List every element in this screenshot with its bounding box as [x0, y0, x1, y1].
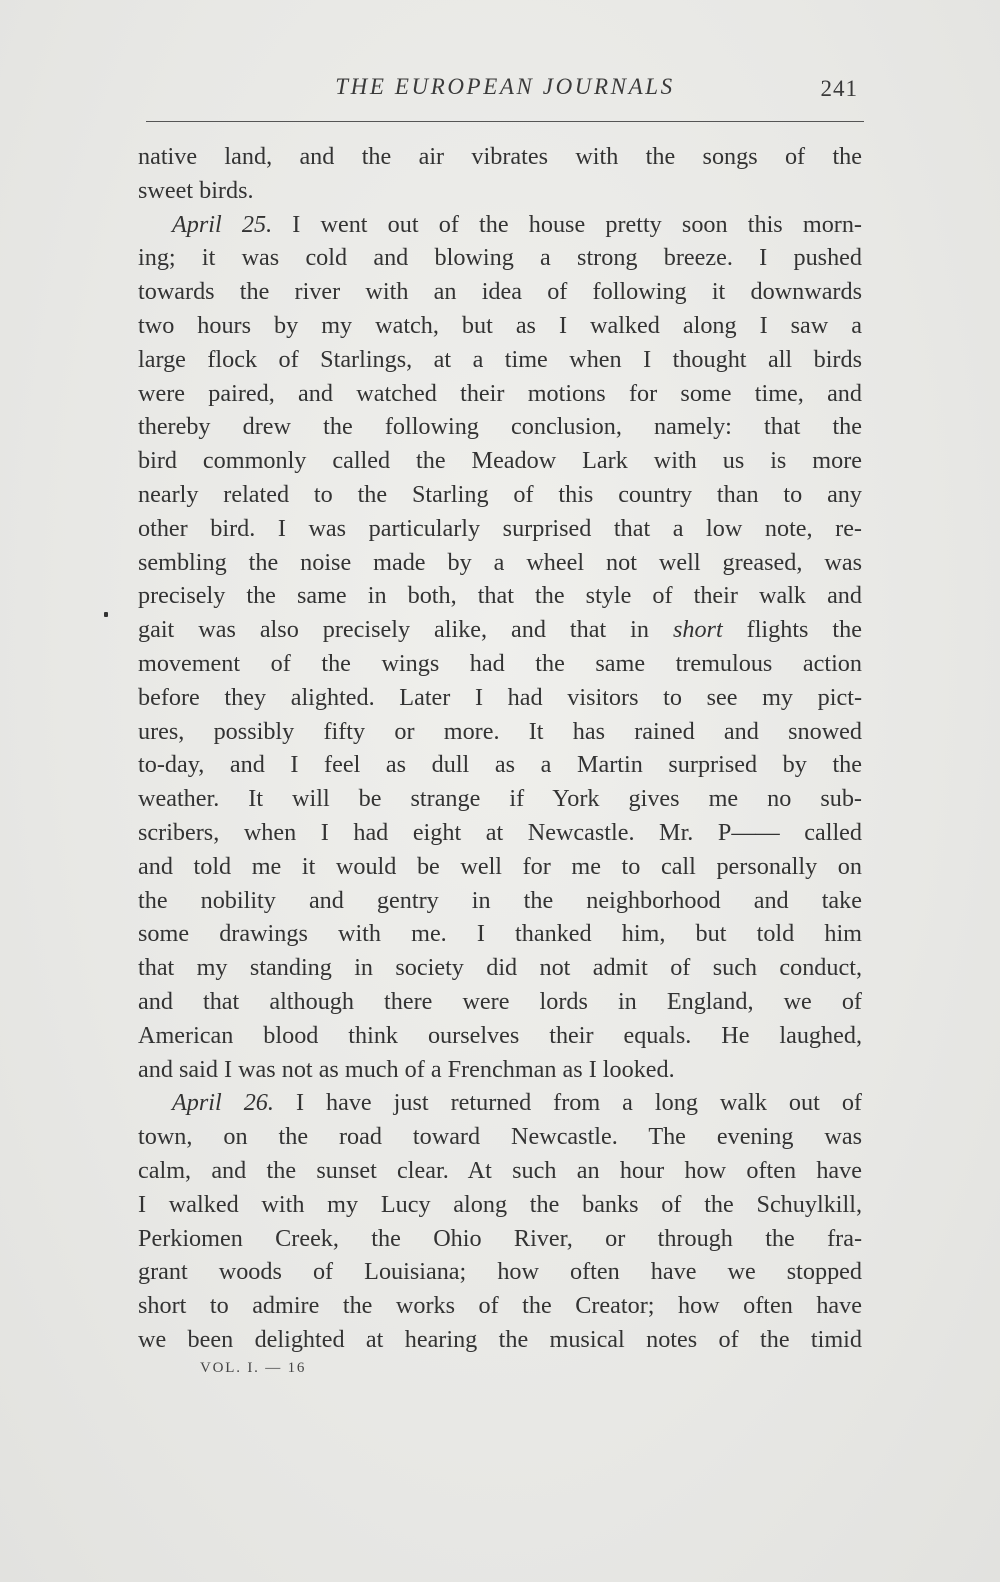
text-line [138, 478, 862, 512]
header-rule [146, 121, 864, 122]
text-segment: grant woods of Louisiana; how often have we stopped [138, 1258, 862, 1286]
text-segment: the nobility and gentry in the neighborhood and take [138, 886, 862, 914]
text-line [138, 1188, 862, 1222]
running-title: THE EUROPEAN JOURNALS [335, 74, 675, 99]
text-line [138, 1255, 862, 1289]
running-head [146, 74, 864, 108]
text-segment: precisely the same in both, that the style of their walk and [138, 582, 862, 610]
text-segment: sweet birds. [138, 176, 254, 204]
text-segment: some drawings with me. I thanked him, but told him [138, 920, 862, 948]
text-line [138, 309, 862, 343]
text-segment: short to admire the works of the Creator; how often have [138, 1292, 862, 1320]
text-line [138, 579, 862, 613]
text-segment: calm, and the sunset clear. At such an hour how often have [138, 1156, 862, 1184]
text-segment: I walked with my Lucy along the banks of the Schuylkill, [138, 1190, 862, 1218]
text-line [138, 174, 862, 208]
text-segment: ures, possibly fifty or more. It has rained and snowed [138, 717, 862, 745]
text-segment: gait was also precisely alike, and that in [138, 616, 673, 644]
text-line [138, 1086, 862, 1120]
text-line [138, 444, 862, 478]
text-segment: that my standing in society did not admit of such conduct, [138, 954, 862, 982]
text-segment: weather. It will be strange if York gives me no sub- [138, 785, 862, 813]
text-line [138, 681, 862, 715]
text-line [138, 1323, 862, 1357]
text-line [138, 850, 862, 884]
text-segment: large flock of Starlings, at a time when I thought all birds [138, 345, 862, 373]
text-line [138, 241, 862, 275]
text-line [138, 613, 862, 647]
text-line [138, 782, 862, 816]
text-segment: Perkiomen Creek, the Ohio River, or through the fra- [138, 1224, 862, 1252]
ink-speck [104, 612, 108, 617]
text-segment: movement of the wings had the same tremulous action [138, 649, 862, 677]
text-line [138, 140, 862, 174]
signature-mark: VOL. I. — 16 [200, 1360, 307, 1376]
text-segment: were paired, and watched their motions for some time, and [138, 379, 862, 407]
text-segment: we been delighted at hearing the musical notes of the timid [138, 1325, 862, 1353]
page-number: 241 [820, 76, 858, 101]
text-segment: I went out of the house pretty soon this morn- [272, 210, 862, 238]
text-segment: bird commonly called the Meadow Lark with us is more [138, 447, 862, 475]
entry-date: April 26. [172, 1089, 274, 1117]
emphasis: short [672, 616, 723, 644]
text-segment: and that although there were lords in England, we of [138, 987, 862, 1015]
text-line [138, 748, 862, 782]
text-line [138, 343, 862, 377]
text-segment: ing; it was cold and blowing a strong breeze. I pushed [138, 244, 862, 272]
text-line [138, 512, 862, 546]
text-segment: flights the [722, 616, 862, 644]
text-line [138, 647, 862, 681]
entry-date: April 25. [172, 210, 273, 238]
text-line [138, 410, 862, 444]
text-segment: two hours by my watch, but as I walked along I saw a [138, 311, 862, 339]
text-line [138, 1019, 862, 1053]
text-line [138, 1222, 862, 1256]
text-segment: sembling the noise made by a wheel not well greased, was [138, 548, 862, 576]
text-segment: other bird. I was particularly surprised that a low note, re- [138, 514, 862, 542]
text-line [138, 377, 862, 411]
text-line [138, 951, 862, 985]
text-segment: to-day, and I feel as dull as a Martin surprised by the [138, 751, 862, 779]
text-segment: native land, and the air vibrates with the songs of the [138, 143, 862, 170]
text-segment: American blood think ourselves their equals. He laughed, [138, 1021, 862, 1049]
text-segment: towards the river with an idea of following it downwards [138, 278, 862, 306]
body-text [138, 140, 862, 1357]
text-line [138, 275, 862, 309]
text-line [138, 1154, 862, 1188]
text-line [138, 1053, 862, 1087]
text-segment: and told me it would be well for me to call personally on [138, 852, 862, 880]
text-line [138, 917, 862, 951]
text-segment: thereby drew the following conclusion, namely: that the [138, 413, 862, 441]
text-line [138, 715, 862, 749]
text-line [138, 1120, 862, 1154]
text-segment: scribers, when I had eight at Newcastle. Mr. P—— called [138, 818, 862, 846]
text-segment: town, on the road toward Newcastle. The evening was [138, 1123, 862, 1151]
text-segment: before they alighted. Later I had visitors to see my pict- [138, 683, 862, 711]
text-line [138, 816, 862, 850]
text-line [138, 546, 862, 580]
text-segment: and said I was not as much of a Frenchman as I looked. [138, 1055, 675, 1083]
text-line [138, 208, 862, 242]
text-line [138, 1289, 862, 1323]
text-line [138, 985, 862, 1019]
text-segment: nearly related to the Starling of this country than to any [138, 480, 862, 508]
text-segment: I have just returned from a long walk out of [273, 1089, 862, 1117]
text-line [138, 884, 862, 918]
